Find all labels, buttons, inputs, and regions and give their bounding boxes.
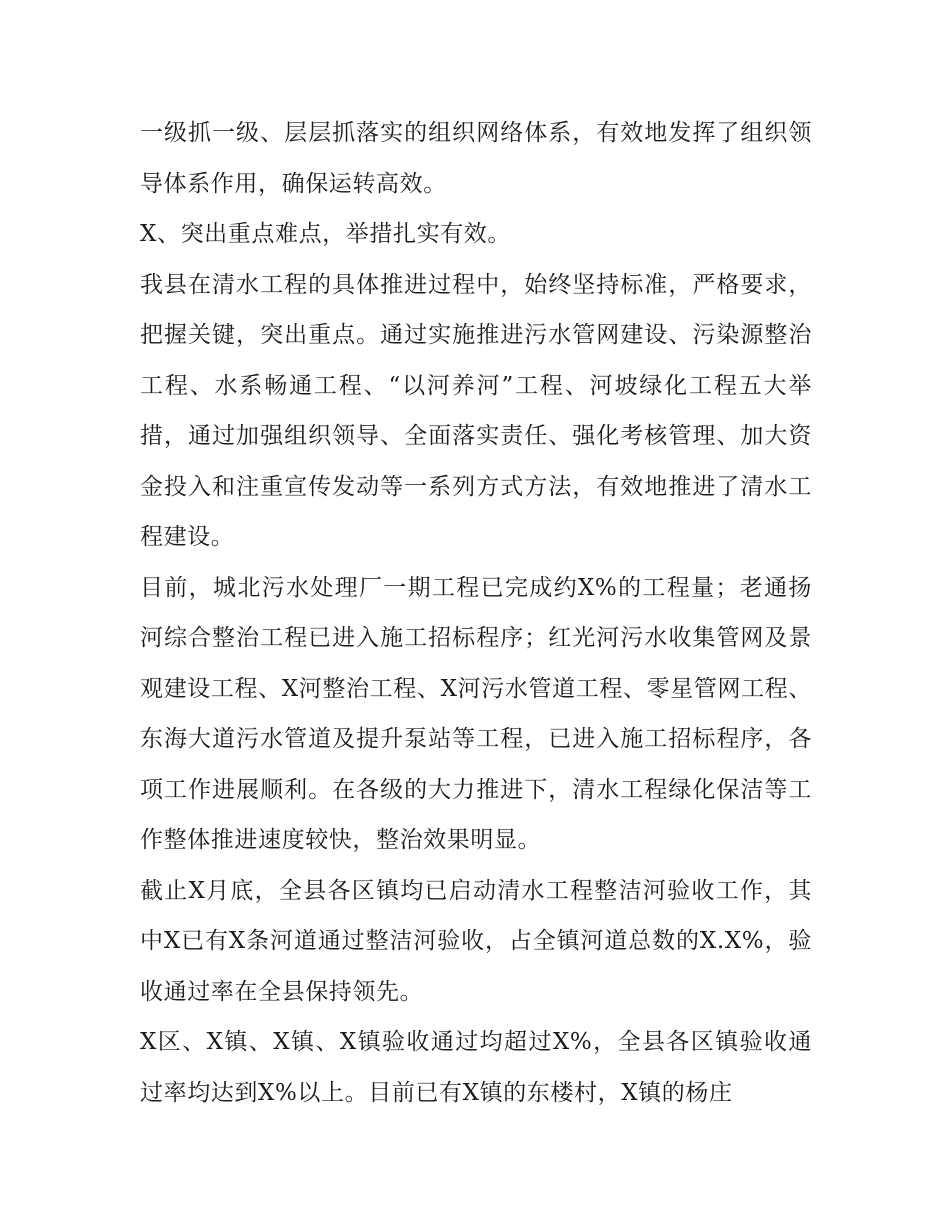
paragraph-6: X区、X镇、X镇、X镇验收通过均超过X%，全县各区镇验收通过率均达到X%以上。目前已有X镇的东楼村，X镇的杨庄 — [140, 1029, 812, 1106]
paragraph-3: 我县在清水工程的具体推进过程中，始终坚持标准，严格要求，把握关键，突出重点。通过实施推进污水管网建设、污染源整治工程、水系畅通工程、“以河养河”工程、河坡绿化工程五大举措，通过加强组织领导、全面落实责任、强化考核管理、加大资金投入和注重宣传发动等一系列方式方法，有效地推进了清水工程建设。 — [140, 271, 812, 550]
paragraph-5: 截止X月底，全县各区镇均已启动清水工程整洁河验收工作，其中X已有X条河道通过整洁河验收，占全镇河道总数的X.X%，验收通过率在全县保持领先。 — [140, 877, 812, 1005]
document-body — [140, 108, 812, 1118]
paragraph-2-heading: X、突出重点难点，举措扎实有效。 — [140, 221, 511, 247]
paragraph-4: 目前，城北污水处理厂一期工程已完成约X%的工程量；老通扬河综合整治工程已进入施工招标程序；红光河污水收集管网及景观建设工程、X河整治工程、X河污水管道工程、零星管网工程、东海大道污水管道及提升泵站等工程，已进入施工招标程序，各项工作进展顺利。在各级的大力推进下，清水工程绿化保洁等工作整体推进速度较快，整治效果明显。 — [140, 574, 812, 853]
paragraph-1: 一级抓一级、层层抓落实的组织网络体系，有效地发挥了组织领导体系作用，确保运转高效。 — [140, 120, 812, 197]
